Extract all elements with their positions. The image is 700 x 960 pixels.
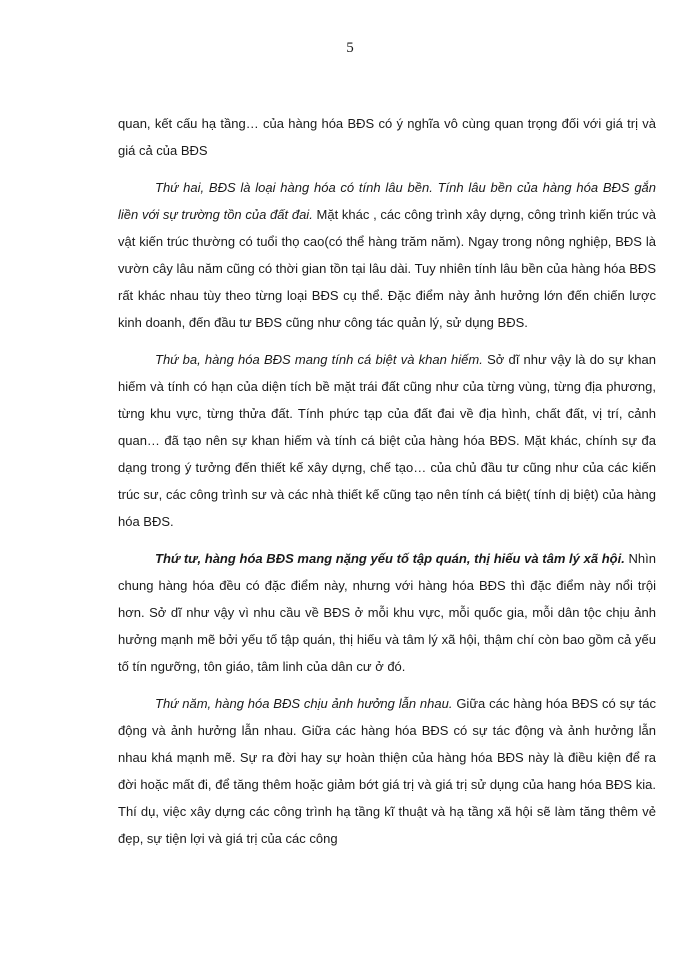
paragraph-heading: Thứ ba, hàng hóa BĐS mang tính cá biệt và khan hiếm.	[155, 352, 483, 367]
paragraph-heading: Thứ tư, hàng hóa BĐS mang nặng yếu tố tập quán, thị hiếu và tâm lý xã hội.	[155, 551, 625, 566]
paragraph-text: Nhìn chung hàng hóa đều có đặc điểm này, nhưng với hàng hóa BĐS thì đặc điểm này nổi trội hơn. Sở dĩ như vậy vì nhu cầu về BĐS ở mỗi khu vực, mỗi quốc gia, mỗi dân tộc chịu ảnh hưởng mạnh mẽ bởi yếu tố tập quán, thị hiếu và tâm lý xã hội, thậm chí còn bao gồm cả yếu tố tín ngưỡng, tôn giáo, tâm linh của dân cư ở đó.	[118, 551, 657, 674]
paragraph-text: quan, kết cấu hạ tầng… của hàng hóa BĐS có ý nghĩa vô cùng quan trọng đối với giá trị và giá cả của BĐS	[118, 116, 656, 158]
paragraph-intro	[118, 110, 656, 164]
paragraph-custom	[118, 545, 656, 680]
paragraph-subheading: Tính lâu bền của hàng hóa BĐS gắn liền với sự trường tồn của đất đai.	[118, 180, 657, 222]
document-body	[118, 110, 656, 862]
paragraph-uniqueness	[118, 346, 656, 535]
paragraph-interaction	[118, 690, 656, 852]
paragraph-text: Giữa các hàng hóa BĐS có sự tác động và ảnh hưởng lẫn nhau. Giữa các hàng hóa BĐS có sự tác động và ảnh hưởng lẫn nhau khá mạnh mẽ. Sự ra đời hay sự hoàn thiện của hàng hóa BĐS này là điều kiện để ra đời hoặc mất đi, để tăng thêm hoặc giảm bớt giá trị và giá trị sử dụng của hang hóa BĐS kia. Thí dụ, việc xây dựng các công trình hạ tầng kĩ thuật và hạ tầng xã hội sẽ làm tăng thêm vẻ đẹp, sự tiện lợi và giá trị của các công	[118, 696, 657, 846]
paragraph-heading: Thứ hai, BĐS là loại hàng hóa có tính lâu bền.	[155, 180, 433, 195]
paragraph-heading: Thứ năm, hàng hóa BĐS chịu ảnh hưởng lẫn nhau.	[155, 696, 453, 711]
paragraph-text: Mặt khác , các công trình xây dựng, công trình kiến trúc và vật kiến trúc thường có tuổi thọ cao(có thể hàng trăm năm). Ngay trong nông nghiệp, BĐS là vườn cây lâu năm cũng có thời gian tồn tại lâu dài. Tuy nhiên tính lâu bền của hàng hóa BĐS rất khác nhau tùy theo từng loại BĐS cụ thể. Đặc điểm này ảnh hưởng lớn đến chiến lược kinh doanh, đến đầu tư BĐS cũng như công tác quản lý, sử dụng BĐS.	[118, 207, 656, 330]
page-number: 5	[346, 40, 354, 56]
paragraph-text: Sở dĩ như vậy là do sự khan hiếm và tính có hạn của diện tích bề mặt trái đất cũng như của từng vùng, từng địa phương, từng khu vực, từng thửa đất. Tính phức tạp của đất đai về địa hình, chất đất, vị trí, cảnh quan… đã tạo nên sự khan hiếm và tính cá biệt của hàng hóa BĐS. Mặt khác, chính sự đa dạng trong ý tưởng đến thiết kế xây dựng, chế tạo… của chủ đầu tư cũng như của các kiến trúc sư, các công trình sư và các nhà thiết kế cũng tạo nên tính cá biệt( tính dị biệt) của hàng hóa BĐS.	[118, 352, 657, 529]
paragraph-durability	[118, 174, 656, 336]
